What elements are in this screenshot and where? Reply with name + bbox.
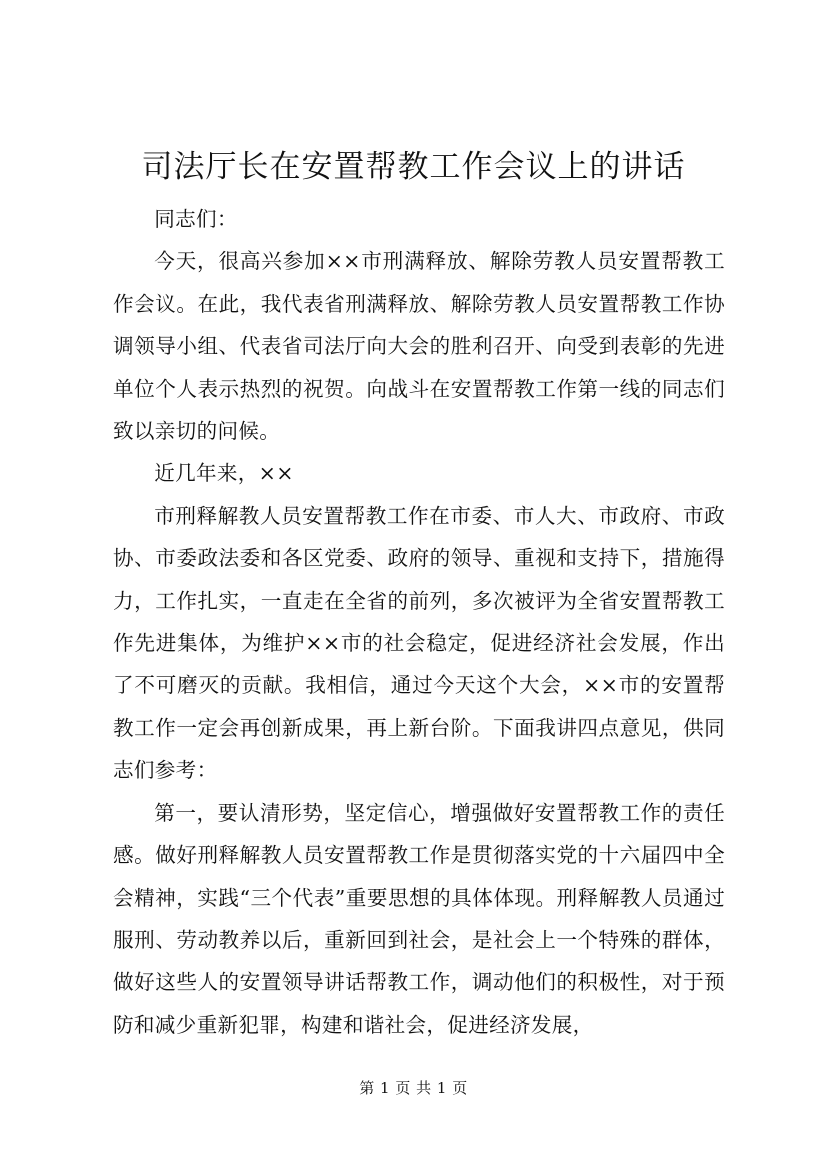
body-paragraph: 第一，要认清形势，坚定信心，增强做好安置帮教工作的责任感。做好刑释解教人员安置帮教工作是贯彻落实党的十六届四中全会精神，实践“三个代表”重要思想的具体体现。刑释解教人员通过服刑、劳动教养以后，重新回到社会，是社会上一个特殊的群体，做好这些人的安置领导讲话帮教工作，调动他们的积极性，对于预防和减少重新犯罪，构建和谐社会，促进经济发展， [113, 800, 725, 1037]
body-paragraph: 今天，很高兴参加××市刑满释放、解除劳教人员安置帮教工作会议。在此，我代表省刑满释放、解除劳教人员安置帮教工作协调领导小组、代表省司法厅向大会的胜利召开、向受到表彰的先进单位个人表示热烈的祝贺。向战斗在安置帮教工作第一线的同志们致以亲切的问候。 [113, 249, 725, 444]
document-title: 司法厅长在安置帮教工作会议上的讲话 [141, 149, 686, 185]
document-body [113, 198, 725, 1046]
page-footer: 第 1 页 共 1 页 [359, 1079, 468, 1097]
body-paragraph: 市刑释解教人员安置帮教工作在市委、市人大、市政府、市政协、市委政法委和各区党委、政府的领导、重视和支持下，措施得力，工作扎实，一直走在全省的前列，多次被评为全省安置帮教工作先进集体，为维护××市的社会稳定，促进经济社会发展，作出了不可磨灭的贡献。我相信，通过今天这个大会，××市的安置帮教工作一定会再创新成果，再上新台阶。下面我讲四点意见，供同志们参考： [113, 503, 725, 783]
body-paragraph: 近几年来，×× [154, 461, 294, 486]
salutation-paragraph: 同志们： [154, 207, 238, 231]
